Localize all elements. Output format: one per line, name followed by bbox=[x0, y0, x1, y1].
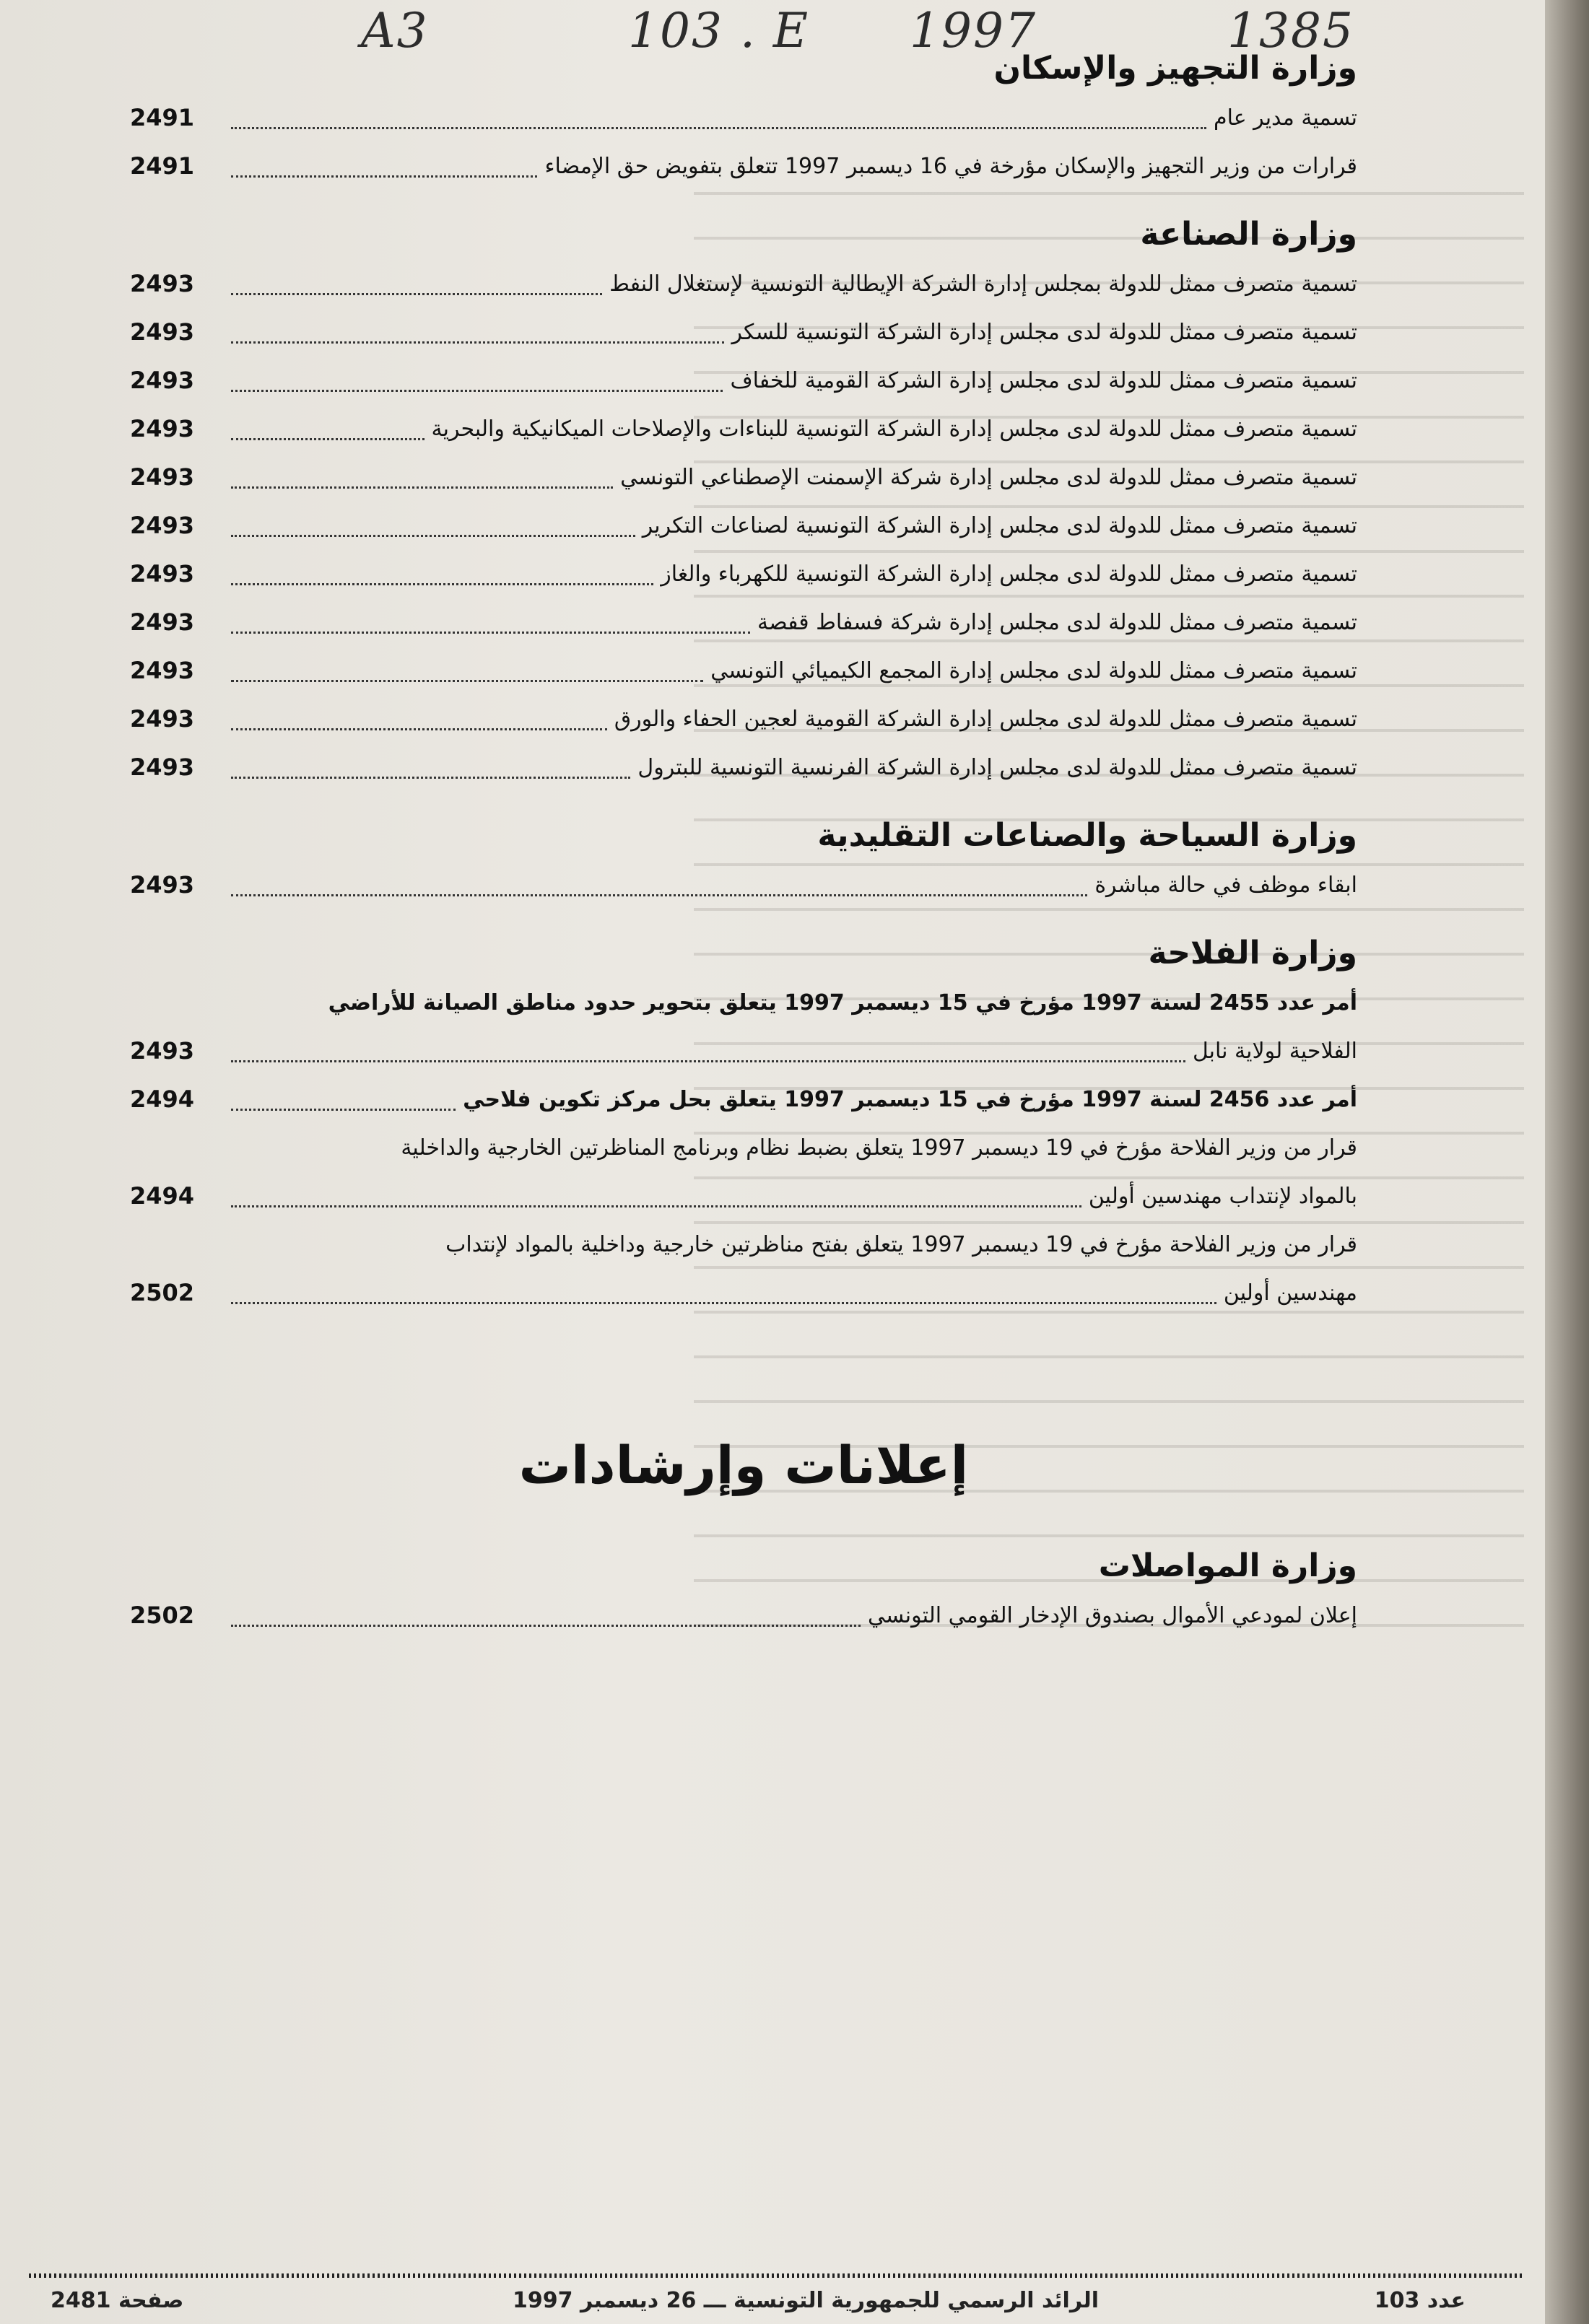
section-title: وزارة المواصلات bbox=[1098, 1547, 1357, 1584]
entry-text: تسمية متصرف ممثل للدولة لدى مجلس إدارة الشركة التونسية لصناعات التكرير bbox=[642, 513, 1357, 538]
toc-entry[interactable] bbox=[130, 308, 1357, 357]
handwritten-note: A3 bbox=[361, 3, 429, 58]
entry-text: قرار من وزير الفلاحة مؤرخ في 19 ديسمبر 1997 يتعلق بضبط نظام وبرنامج المناظرتين الخارجية والداخلية bbox=[401, 1135, 1357, 1161]
toc-entry[interactable] bbox=[130, 405, 1357, 453]
handwritten-note: 103 . E bbox=[628, 3, 810, 58]
entry-text: تسمية مدير عام bbox=[1214, 105, 1357, 131]
entry-text: أمر عدد 2455 لسنة 1997 مؤرخ في 15 ديسمبر 1997 يتعلق بتحوير حدود مناطق الصيانة للأراضي bbox=[328, 990, 1357, 1015]
toc-entry[interactable] bbox=[130, 979, 1357, 1075]
page-number: 2493 bbox=[130, 1037, 195, 1065]
dot-leader bbox=[231, 776, 630, 779]
page-number: 2493 bbox=[130, 415, 195, 442]
table-of-contents bbox=[130, 43, 1357, 1640]
book-spine bbox=[1545, 0, 1589, 2324]
page-number: 2494 bbox=[130, 1182, 195, 1210]
footer-divider bbox=[29, 2273, 1524, 2278]
entry-text: مهندسين أولين bbox=[1223, 1280, 1357, 1306]
page-label: صفحة 2481 bbox=[51, 2288, 184, 2313]
entry-text: قرارات من وزير التجهيز والإسكان مؤرخة في 16 ديسمبر 1997 تتعلق بتفويض حق الإمضاء bbox=[544, 154, 1357, 179]
dot-leader bbox=[231, 1108, 456, 1111]
dot-leader bbox=[231, 1205, 1081, 1207]
journal-title: الرائد الرسمي للجمهورية التونسية ـــ 26 ديسمبر 1997 bbox=[513, 2288, 1100, 2313]
toc-entry[interactable] bbox=[130, 502, 1357, 550]
section-title: وزارة السياحة والصناعات التقليدية bbox=[817, 817, 1357, 854]
toc-entry[interactable] bbox=[130, 647, 1357, 695]
entry-text: أمر عدد 2456 لسنة 1997 مؤرخ في 15 ديسمبر 1997 يتعلق بحل مركز تكوين فلاحي bbox=[463, 1087, 1357, 1112]
dot-leader bbox=[231, 679, 703, 682]
announcements-heading: إعلانات وإرشادات bbox=[518, 1435, 969, 1495]
handwritten-note: 1997 bbox=[910, 3, 1037, 58]
toc-entry[interactable] bbox=[130, 1124, 1357, 1220]
dot-leader bbox=[231, 437, 425, 440]
issue-number: عدد 103 bbox=[1374, 2288, 1466, 2313]
dot-leader bbox=[231, 1624, 861, 1627]
page-number: 2493 bbox=[130, 871, 195, 899]
entry-text: تسمية متصرف ممثل للدولة لدى مجلس إدارة الشركة التونسية للبناءات والإصلاحات الميكانيكية والبحرية bbox=[431, 416, 1357, 442]
dot-leader bbox=[231, 175, 537, 178]
page-number: 2502 bbox=[130, 1279, 195, 1306]
page-number: 2493 bbox=[130, 560, 195, 587]
section-title: وزارة الفلاحة bbox=[1148, 935, 1357, 971]
section-title: وزارة الصناعة bbox=[1140, 216, 1357, 253]
entry-text: الفلاحية لولاية نابل bbox=[1192, 1039, 1357, 1064]
toc-entry[interactable] bbox=[130, 695, 1357, 743]
entry-text: تسمية متصرف ممثل للدولة لدى مجلس إدارة الشركة التونسية للسكر bbox=[731, 320, 1357, 345]
entry-text: إعلان لمودعي الأموال بصندوق الإدخار القومي التونسي bbox=[867, 1603, 1357, 1628]
page-number: 2493 bbox=[130, 705, 195, 733]
page-number: 2491 bbox=[130, 152, 195, 180]
entry-text: تسمية متصرف ممثل للدولة لدى مجلس إدارة الشركة الفرنسية التونسية للبترول bbox=[637, 755, 1357, 780]
toc-entry[interactable] bbox=[130, 598, 1357, 647]
entry-text: تسمية متصرف ممثل للدولة لدى مجلس إدارة الشركة القومية لعجين الحفاء والورق bbox=[614, 707, 1357, 732]
entry-text: قرار من وزير الفلاحة مؤرخ في 19 ديسمبر 1997 يتعلق بفتح مناظرتين خارجية وداخلية بالمواد لإنتداب bbox=[445, 1232, 1357, 1257]
section-title: وزارة التجهيز والإسكان bbox=[993, 50, 1357, 87]
toc-entry[interactable] bbox=[130, 142, 1357, 191]
entry-text: تسمية متصرف ممثل للدولة لدى مجلس إدارة المجمع الكيميائي التونسي bbox=[710, 658, 1357, 683]
dot-leader bbox=[231, 631, 750, 634]
page-number: 2493 bbox=[130, 657, 195, 684]
page-number: 2493 bbox=[130, 753, 195, 781]
toc-entry[interactable] bbox=[130, 1591, 1357, 1640]
page-number: 2491 bbox=[130, 104, 195, 131]
toc-entry[interactable] bbox=[130, 550, 1357, 598]
dot-leader bbox=[231, 486, 613, 489]
page-number: 2493 bbox=[130, 512, 195, 539]
dot-leader bbox=[231, 389, 723, 392]
toc-entry[interactable] bbox=[130, 1220, 1357, 1317]
page-number: 2494 bbox=[130, 1085, 195, 1113]
entry-text: ابقاء موظف في حالة مباشرة bbox=[1094, 873, 1357, 898]
entry-text: تسمية متصرف ممثل للدولة لدى مجلس إدارة شركة فسفاط قفصة bbox=[757, 610, 1357, 635]
page-number: 2493 bbox=[130, 270, 195, 297]
toc-entry[interactable] bbox=[130, 453, 1357, 502]
dot-leader bbox=[231, 728, 607, 730]
page-footer bbox=[0, 2288, 1545, 2317]
page-number: 2493 bbox=[130, 608, 195, 636]
entry-text: تسمية متصرف ممثل للدولة لدى مجلس إدارة شركة الإسمنت الإصطناعي التونسي bbox=[620, 465, 1357, 490]
entry-text: تسمية متصرف ممثل للدولة لدى مجلس إدارة الشركة التونسية للكهرباء والغاز bbox=[661, 562, 1357, 587]
dot-leader bbox=[231, 894, 1087, 896]
page-number: 2502 bbox=[130, 1602, 195, 1629]
entry-text: تسمية متصرف ممثل للدولة لدى مجلس إدارة الشركة القومية للخفاف bbox=[730, 368, 1357, 393]
dot-leader bbox=[231, 1060, 1185, 1062]
dot-leader bbox=[231, 582, 653, 585]
toc-entry[interactable] bbox=[130, 861, 1357, 909]
dot-leader bbox=[231, 1301, 1216, 1304]
dot-leader bbox=[231, 126, 1206, 129]
toc-entry[interactable] bbox=[130, 94, 1357, 142]
toc-entry[interactable] bbox=[130, 1075, 1357, 1124]
dot-leader bbox=[231, 292, 602, 295]
page-number: 2493 bbox=[130, 463, 195, 491]
entry-text: تسمية متصرف ممثل للدولة بمجلس إدارة الشركة الإيطالية التونسية لإستغلال النفط bbox=[609, 271, 1357, 297]
dot-leader bbox=[231, 341, 724, 344]
page-number: 2493 bbox=[130, 318, 195, 346]
toc-entry[interactable] bbox=[130, 260, 1357, 308]
page-number: 2493 bbox=[130, 367, 195, 394]
handwritten-note: 1385 bbox=[1227, 3, 1354, 58]
dot-leader bbox=[231, 534, 635, 537]
toc-entry[interactable] bbox=[130, 357, 1357, 405]
entry-text: بالمواد لإنتداب مهندسين أولين bbox=[1088, 1184, 1357, 1209]
toc-entry[interactable] bbox=[130, 743, 1357, 792]
